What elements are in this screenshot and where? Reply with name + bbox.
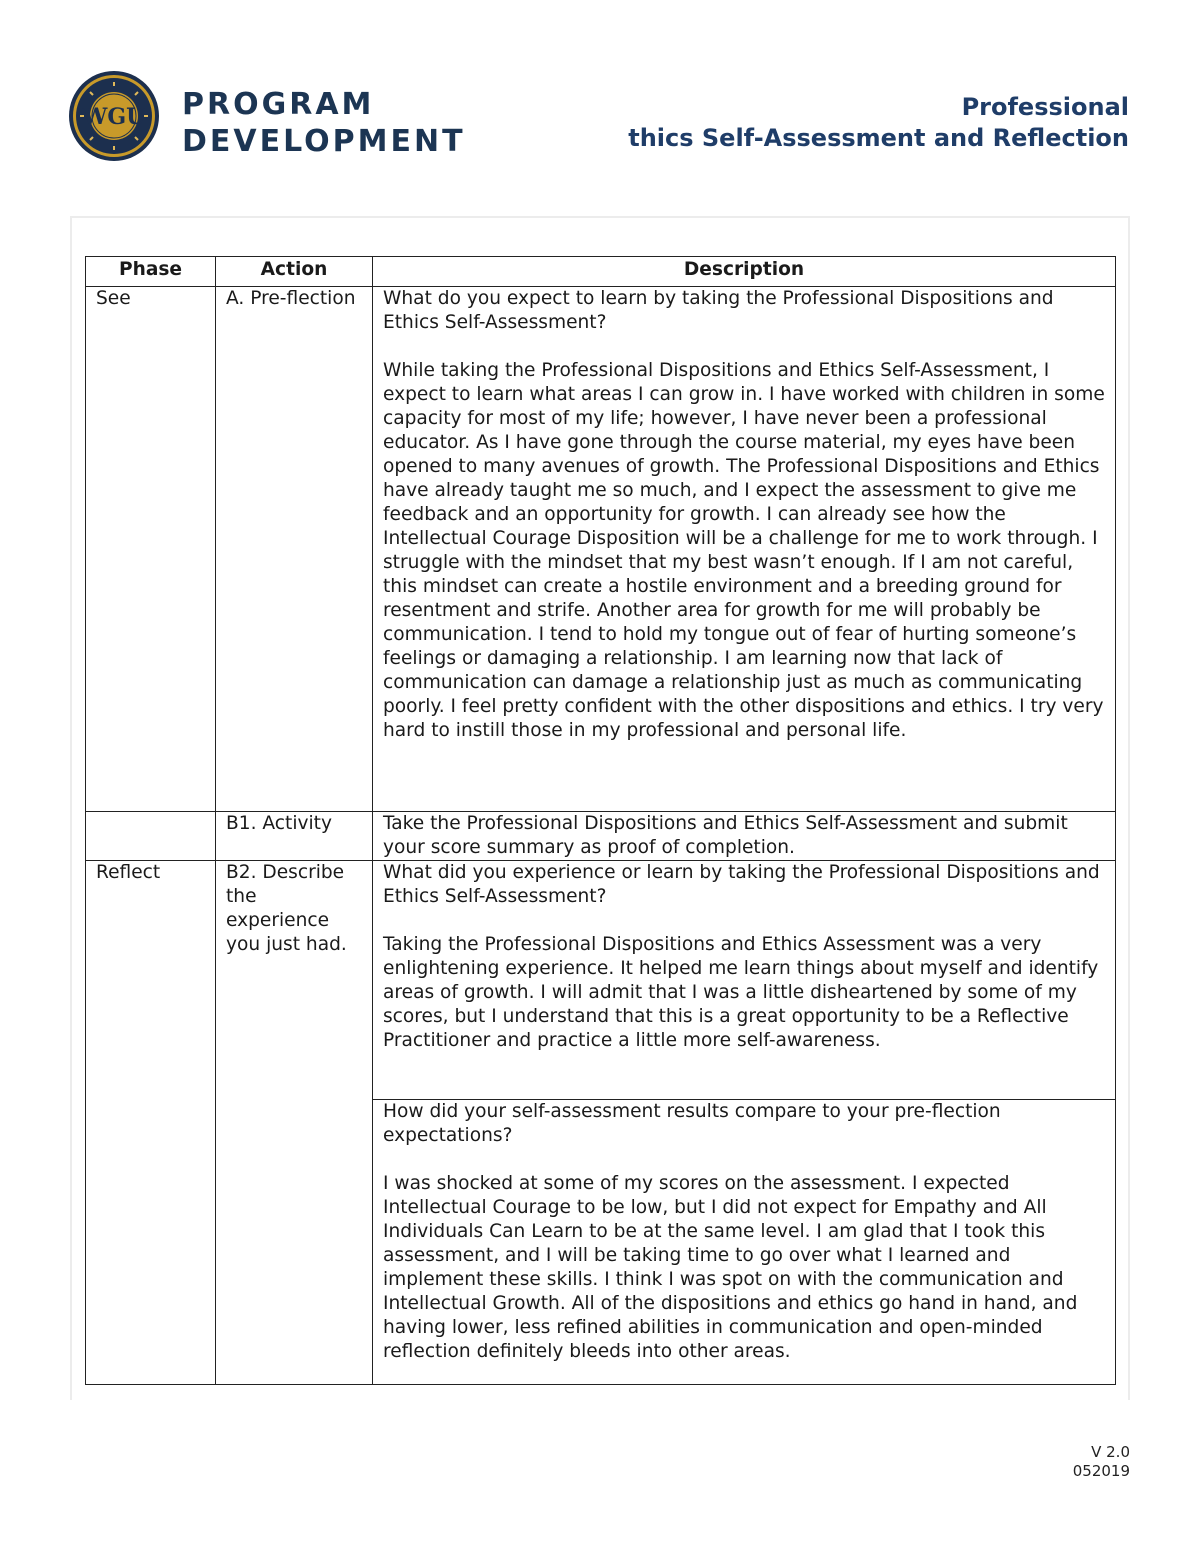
phase-cell: Reflect (86, 861, 216, 1385)
action-cell: B1. Activity (216, 812, 373, 861)
header-phase: Phase (86, 257, 216, 287)
header-description: Description (373, 257, 1116, 287)
prompt-question: How did your self-assessment results compare to your pre-flection expectations? (383, 1101, 1001, 1146)
version-footer (1073, 1443, 1130, 1481)
version-label: V 2.0 (1091, 1443, 1130, 1461)
seal-initials: WGU (82, 104, 146, 130)
university-seal-logo (68, 70, 160, 162)
version-code: 052019 (1072, 1462, 1130, 1480)
table-row (86, 287, 1116, 812)
document-title (628, 92, 1129, 154)
header-action: Action (216, 257, 373, 287)
table-row (86, 861, 1116, 1100)
response-text: Taking the Professional Dispositions and Ethics Assessment was a very enlightening experience. It helped me learn things about myself and identify areas of growth. I will admit that I was a little disheartened by some of my scores, but I understand that this is a great opportunity to be a Reflective Practitioner and practice a little more self-awareness. (383, 934, 1099, 1051)
table-header-row (86, 257, 1116, 287)
prompt-question: What did you experience or learn by taking the Professional Dispositions and Ethics Self-Assessment? (383, 862, 1100, 907)
response-text: I was shocked at some of my scores on the assessment. I expected Intellectual Courage to be low, but I did not expect for Empathy and All Individuals Can Learn to be at the same level. I am glad that I took this assessment, and I will be taking time to go over what I learned and implement these skills. I think I was spot on with the communication and Intellectual Growth. All of the dispositions and ethics go hand in hand, and having lower, less refined abilities in communication and open-minded reflection definitely bleeds into other areas. (383, 1173, 1078, 1362)
activity-instructions: Take the Professional Dispositions and Ethics Self-Assessment and submit your score summary as proof of completion. (383, 813, 1068, 858)
table-row (86, 812, 1116, 861)
description-cell (373, 1100, 1116, 1385)
document-title-line-2: thics Self-Assessment and Reflection (628, 124, 1129, 152)
phase-cell: See (86, 287, 216, 812)
phase-cell (86, 812, 216, 861)
document-title-line-1: Professional (961, 93, 1129, 121)
description-cell (373, 287, 1116, 812)
brand-line-2: DEVELOPMENT (182, 124, 466, 159)
assessment-table (85, 256, 1116, 1385)
response-text: While taking the Professional Dispositions and Ethics Self-Assessment, I expect to learn what areas I can grow in. I have worked with children in some capacity for most of my life; however, I have never been a professional educator. As I have gone through the course material, my eyes have been opened to many avenues of growth. The Professional Dispositions and Ethics have already taught me so much, and I expect the assessment to give me feedback and an opportunity for growth. I can already see how the Intellectual Courage Disposition will be a challenge for me to work through. I struggle with the mindset that my best wasn’t enough. If I am not careful, this mindset can create a hostile environment and a breeding ground for resentment and strife. Another area for growth for me will probably be communication. I tend to hold my tongue out of fear of hurting someone’s feelings or damaging a relationship. I am learning now that lack of communication can damage a relationship just as much as communicating poorly. I feel pretty confident with the other dispositions and ethics. I try very hard to instill those in my professional and personal life. (383, 360, 1105, 741)
program-development-wordmark (182, 86, 466, 160)
brand-line-1: PROGRAM (182, 87, 375, 122)
description-cell (373, 812, 1116, 861)
action-cell: B2. Describe the experience you just had. (216, 861, 373, 1385)
prompt-question: What do you expect to learn by taking the Professional Dispositions and Ethics Self-Assessment? (383, 288, 1054, 333)
description-cell (373, 861, 1116, 1100)
action-cell: A. Pre-flection (216, 287, 373, 812)
